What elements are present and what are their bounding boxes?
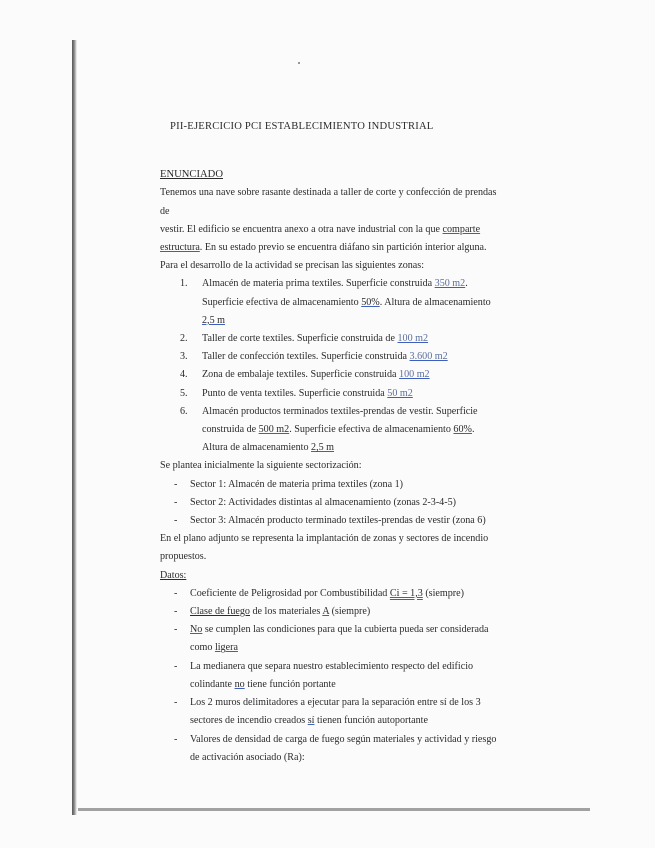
underlined-term: comparte: [442, 223, 481, 235]
zone-number: 2.: [180, 333, 188, 345]
scan-bottom-edge-shadow: [78, 808, 590, 811]
dash-bullet: -: [174, 587, 178, 599]
datos-item: [174, 585, 500, 603]
zone-number: 4.: [180, 369, 188, 381]
zone-number: 3.: [180, 351, 188, 363]
datos-text: Coeficiente de Peligrosidad por Combustibilidad: [190, 587, 390, 599]
intro-line: [160, 239, 500, 257]
datos-text: Los 2 muros delimitadores a ejecutar para la separación entre sí de los 3 sectores de incendio creados: [190, 697, 481, 727]
zone-value: 2,5 m: [202, 314, 225, 326]
datos-text: (siempre): [422, 587, 464, 599]
datos-item: [174, 694, 500, 730]
scan-speck: [298, 62, 300, 64]
intro-line: [160, 257, 500, 275]
datos-value: A: [322, 606, 330, 618]
zone-value: 350 m2: [434, 278, 466, 290]
datos-list: [160, 585, 500, 767]
intro-line: [160, 184, 500, 220]
datos-text: de los materiales: [249, 606, 323, 618]
datos-value: No: [190, 624, 203, 636]
datos-value: Clase de fuego: [190, 606, 250, 618]
zone-text: . Altura de almacenamiento: [379, 296, 491, 308]
intro-text: Tenemos una nave sobre rasante destinada a taller de corte y confección de prendas de: [160, 187, 497, 217]
zone-item: [180, 330, 500, 348]
zone-item: [180, 385, 500, 403]
zone-value: 100 m2: [399, 369, 430, 381]
zone-text: . Superficie efectiva de almacenamiento: [202, 278, 468, 308]
document-body: [160, 118, 500, 767]
zone-text: Taller de confección textiles. Superficie construida: [202, 351, 410, 363]
sector-item: [174, 512, 500, 530]
zone-number: 6.: [180, 405, 188, 417]
zone-value: 50 m2: [387, 387, 413, 399]
dash-bullet: -: [174, 496, 178, 508]
sector-text: Sector 3: Almacén producto terminado textiles-prendas de vestir (zona 6): [190, 515, 486, 527]
dash-bullet: -: [174, 515, 178, 527]
underlined-term: estructura: [160, 242, 200, 254]
intro-text: Para el desarrollo de la actividad se precisan las siguientes zonas:: [160, 260, 425, 272]
dash-bullet: -: [174, 624, 178, 636]
zone-text: Zona de embalaje textiles. Superficie construida: [202, 369, 400, 381]
zone-item: [180, 366, 500, 384]
intro-paragraph: [160, 184, 500, 275]
zone-value: 2,5 m: [311, 442, 335, 454]
zone-value: 500 m2: [258, 424, 290, 436]
zone-text: Taller de corte textiles. Superficie construida de: [202, 333, 398, 345]
datos-item: [174, 621, 500, 657]
zone-item: [180, 403, 500, 458]
datos-text: (siempre): [329, 606, 371, 618]
datos-text: tienen función autoportante: [314, 715, 428, 727]
zone-number: 5.: [180, 387, 188, 399]
sector-intro: Se plantea inicialmente la siguiente sectorización:: [160, 460, 362, 472]
dash-bullet: -: [174, 660, 178, 672]
intro-text: . En su estado previo se encuentra diáfano sin partición interior alguna.: [199, 242, 487, 254]
dash-bullet: -: [174, 478, 178, 490]
dash-bullet: -: [174, 697, 178, 709]
sector-item: [174, 476, 500, 494]
zone-value: 3.600 m2: [409, 351, 448, 363]
datos-item: [174, 731, 500, 767]
zones-list: [160, 275, 500, 457]
sector-text: Sector 2: Actividades distintas al almacenamiento (zonas 2-3-4-5): [190, 496, 457, 508]
zone-number: 1.: [180, 278, 188, 290]
scan-left-edge-shadow: [72, 40, 77, 815]
zone-text: Almacén productos terminados textiles-prendas de vestir. Superficie construida de: [202, 405, 478, 436]
plan-note: En el plano adjunto se representa la implantación de zonas y sectores de incendio propuestos.: [160, 533, 489, 563]
datos-text: Valores de densidad de carga de fuego según materiales y actividad y riesgo de activación asociado (Ra):: [190, 733, 497, 763]
intro-line: [160, 221, 500, 239]
zone-item: [180, 275, 500, 330]
zone-value: 60%: [453, 424, 472, 436]
sector-text: Sector 1: Almacén de materia prima textiles (zona 1): [190, 478, 404, 490]
zone-value: 50%: [361, 296, 380, 308]
datos-value: ligera: [214, 642, 238, 654]
dash-bullet: -: [174, 606, 178, 618]
zone-text: Almacén de materia prima textiles. Superficie construida: [202, 278, 435, 290]
datos-value: Ci = 1,3: [389, 587, 423, 599]
datos-text: La medianera que separa nuestro establecimiento respecto del edificio colindante: [190, 660, 474, 690]
sectors-list: [160, 476, 500, 531]
datos-text: tiene función portante: [244, 678, 336, 690]
dash-bullet: -: [174, 733, 178, 745]
datos-text: se cumplen las condiciones para que la cubierta pueda ser considerada como: [190, 624, 489, 654]
document-title: PII-EJERCICIO PCI ESTABLECIMIENTO INDUSTRIAL: [170, 121, 434, 132]
intro-text: vestir. El edificio se encuentra anexo a otra nave industrial con la que: [160, 223, 440, 235]
zone-text: . Superficie efectiva de almacenamiento: [289, 424, 454, 436]
datos-value: no: [234, 678, 245, 690]
section-heading: ENUNCIADO: [160, 169, 223, 181]
zone-item: [180, 348, 500, 366]
sector-item: [174, 494, 500, 512]
zone-text: . Altura de almacenamiento: [202, 424, 475, 454]
datos-item: [174, 658, 500, 694]
zone-text: Punto de venta textiles. Superficie construida: [202, 387, 388, 399]
zone-value: 100 m2: [397, 333, 429, 345]
datos-value: sí: [307, 715, 315, 727]
datos-item: [174, 603, 500, 621]
datos-heading: Datos:: [160, 569, 187, 581]
